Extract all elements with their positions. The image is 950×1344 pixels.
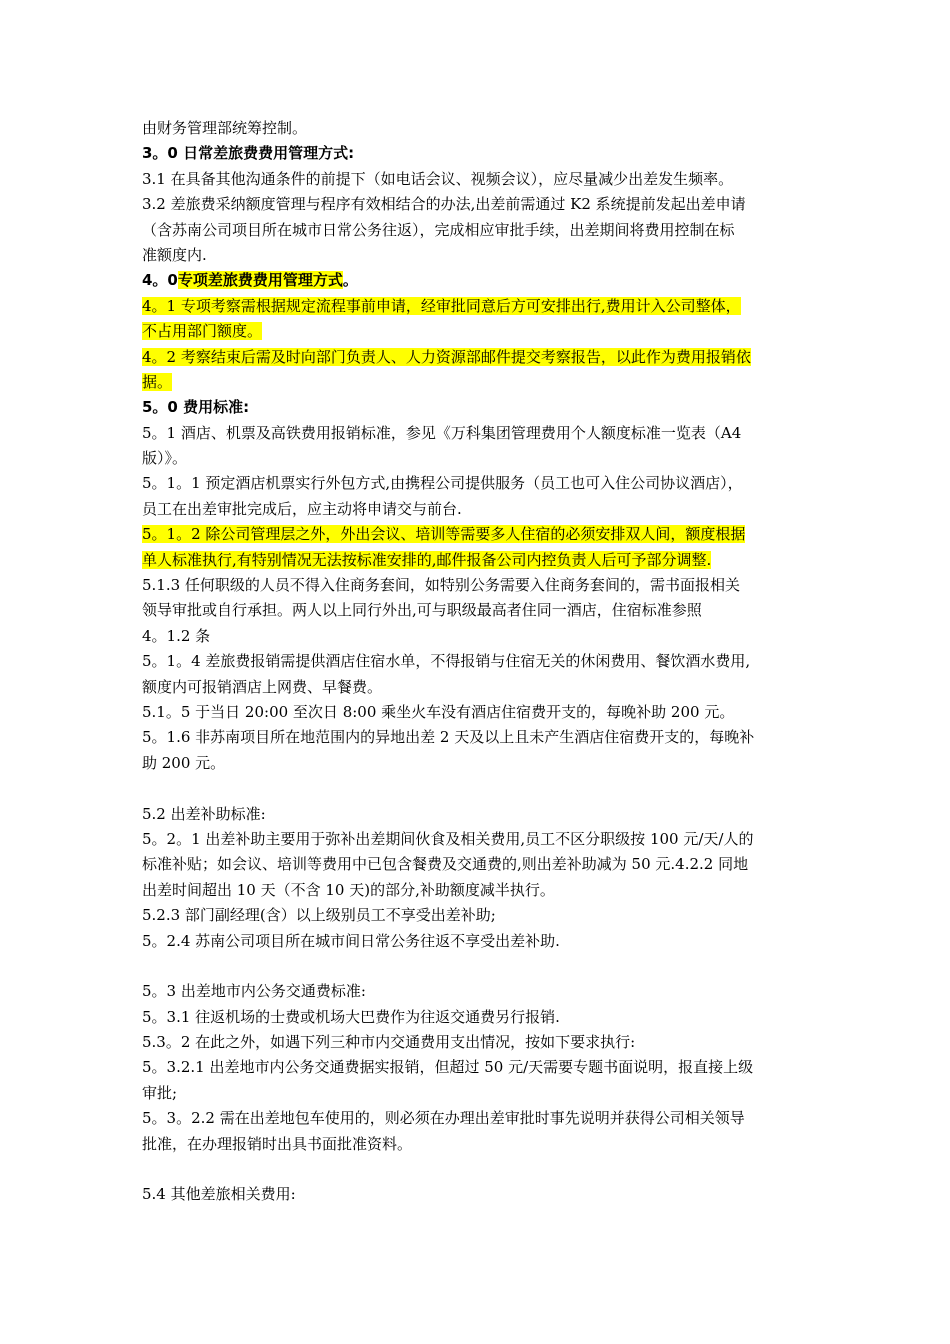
document-body <box>142 116 832 1208</box>
line-text-tail: 。 <box>342 271 358 290</box>
blank-line <box>142 1157 832 1182</box>
line-text: （含苏南公司项目所在城市日常公务往返），完成相应审批手续，出差期间将费用控制在标 <box>142 220 735 239</box>
line-text: 额度内可报销酒店上网费、早餐费。 <box>142 677 383 696</box>
line-text: 5.2.3 部门副经理(含）以上级别员工不享受出差补助; <box>142 906 496 925</box>
text-line <box>142 725 832 750</box>
text-line <box>142 598 832 623</box>
line-text: 5.1。5 于当日 20:00 至次日 8:00 乘坐火车没有酒店住宿费开支的，每晚补助 200 元。 <box>142 702 735 721</box>
line-text: 5。1。2 除公司管理层之外，外出会议、培训等需要多人住宿的必须安排双人间，额度根据 <box>142 525 746 544</box>
line-text: 4。1 专项考察需根据规定流程事前申请，经审批同意后方可安排出行,费用计入公司整体， <box>142 296 741 315</box>
text-line <box>142 624 832 649</box>
line-text: 领导审批或自行承担。两人以上同行外出,可与职级最高者住同一酒店，住宿标准参照 <box>142 601 702 620</box>
line-text: 5。0 费用标准: <box>142 398 250 417</box>
text-line <box>142 167 832 192</box>
line-text: 准额度内. <box>142 245 207 264</box>
line-text: 5。1 酒店、机票及高铁费用报销标准，参见《万科集团管理费用个人额度标准一览表（A4 <box>142 423 742 442</box>
line-text: 5.1.3 任何职级的人员不得入住商务套间，如特别公务需要入住商务套间的，需书面报相关 <box>142 576 740 595</box>
line-text: 5。2。1 出差补助主要用于弥补出差期间伙食及相关费用,员工不区分职级按 100 元/天/人的 <box>142 829 754 848</box>
line-text: 出差时间超出 10 天（不含 10 天)的部分,补助额度减半执行。 <box>142 880 555 899</box>
text-line <box>142 319 832 344</box>
line-text: 助 200 元。 <box>142 753 226 772</box>
text-line <box>142 116 832 141</box>
text-line <box>142 573 832 598</box>
text-line <box>142 370 832 395</box>
line-text: 不占用部门额度。 <box>142 322 263 341</box>
text-line <box>142 471 832 496</box>
line-text: 5。1.6 非苏南项目所在地范围内的异地出差 2 天及以上且未产生酒店住宿费开支的，每晚补 <box>142 728 755 747</box>
text-line <box>142 497 832 522</box>
line-text: 5.4 其他差旅相关费用: <box>142 1185 296 1204</box>
line-text: 4。2 考察结束后需及时向部门负责人、人力资源部邮件提交考察报告，以此作为费用报销依 <box>142 347 751 366</box>
text-line <box>142 929 832 954</box>
line-text: 3。0 日常差旅费费用管理方式: <box>142 144 355 163</box>
text-line <box>142 802 832 827</box>
text-line <box>142 243 832 268</box>
text-line <box>142 1055 832 1080</box>
section-heading <box>142 141 832 166</box>
text-line <box>142 751 832 776</box>
text-line <box>142 192 832 217</box>
text-line <box>142 548 832 573</box>
line-text: 5.2 出差补助标准: <box>142 804 266 823</box>
line-text: 5。3 出差地市内公务交通费标准: <box>142 982 366 1001</box>
line-text: 据。 <box>142 372 173 391</box>
line-text: 由财务管理部统筹控制。 <box>142 119 308 137</box>
text-line <box>142 1132 832 1157</box>
text-line <box>142 1005 832 1030</box>
text-line <box>142 345 832 370</box>
text-line <box>142 852 832 877</box>
text-line <box>142 979 832 1004</box>
text-line <box>142 700 832 725</box>
text-line <box>142 827 832 852</box>
text-line <box>142 1030 832 1055</box>
blank-line <box>142 776 832 801</box>
line-text: 标准补贴；如会议、培训等费用中已包含餐费及交通费的,则出差补助减为 50 元.4.2.2 同地 <box>142 855 749 874</box>
text-line <box>142 1081 832 1106</box>
text-line <box>142 522 832 547</box>
text-line <box>142 446 832 471</box>
line-text: 批准，在办理报销时出具书面批准资料。 <box>142 1134 413 1153</box>
line-text: 3.2 差旅费采纳额度管理与程序有效相结合的办法,出差前需通过 K2 系统提前发起出差申请 <box>142 195 746 214</box>
section-heading <box>142 268 832 293</box>
line-text: 单人标准执行,有特别情况无法按标准安排的,邮件报备公司内控负责人后可予部分调整. <box>142 550 712 569</box>
text-line <box>142 675 832 700</box>
text-line <box>142 421 832 446</box>
line-text: 5。1。1 预定酒店机票实行外包方式,由携程公司提供服务（员工也可入住公司协议酒店）， <box>142 474 743 493</box>
section-heading <box>142 395 832 420</box>
text-line <box>142 1182 832 1207</box>
text-line <box>142 294 832 319</box>
line-text: 5。3。2.2 需在出差地包车使用的，则必须在办理出差审批时事先说明并获得公司相关领导 <box>142 1109 745 1128</box>
text-line <box>142 903 832 928</box>
line-text: 5。3.2.1 出差地市内公务交通费据实报销，但超过 50 元/天需要专题书面说明，报直接上级 <box>142 1058 754 1077</box>
line-text: 5。1。4 差旅费报销需提供酒店住宿水单，不得报销与住宿无关的休闲费用、餐饮酒水费用, <box>142 652 751 671</box>
line-text: 5。2.4 苏南公司项目所在城市间日常公务往返不享受出差补助. <box>142 931 560 950</box>
text-line <box>142 1106 832 1131</box>
line-text: 员工在出差审批完成后，应主动将申请交与前台. <box>142 499 462 518</box>
highlighted-text: 专项差旅费费用管理方式 <box>177 271 343 290</box>
line-text: 5.3。2 在此之外，如遇下列三种市内交通费用支出情况，按如下要求执行: <box>142 1033 636 1052</box>
text-line <box>142 649 832 674</box>
line-text: 4。1.2 条 <box>142 626 211 645</box>
line-text: 版）》。 <box>142 449 188 468</box>
line-text: 审批; <box>142 1083 178 1102</box>
blank-line <box>142 954 832 979</box>
line-text: 4。0 <box>142 271 178 290</box>
text-line <box>142 218 832 243</box>
line-text: 5。3.1 往返机场的士费或机场大巴费作为往返交通费另行报销. <box>142 1007 560 1026</box>
text-line <box>142 878 832 903</box>
line-text: 3.1 在具备其他沟通条件的前提下（如电话会议、视频会议），应尽量减少出差发生频率。 <box>142 169 734 188</box>
